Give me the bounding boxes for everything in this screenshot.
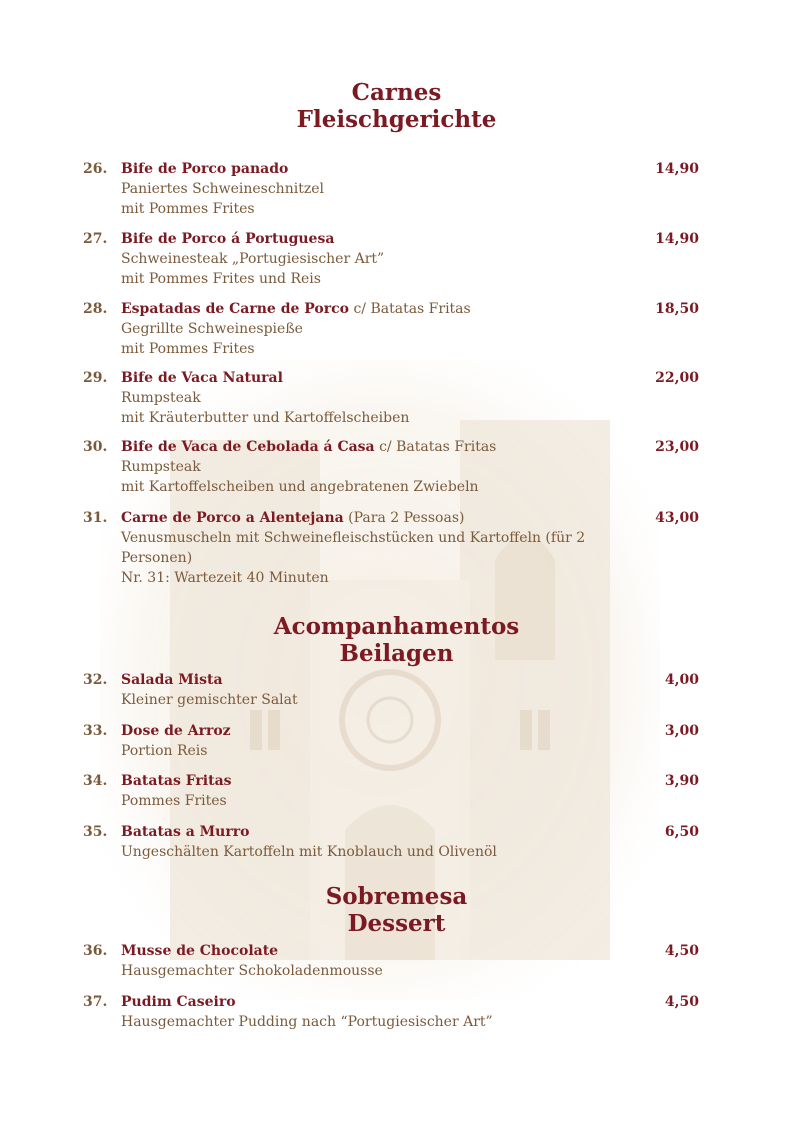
item-description: Hausgemachter Pudding nach “Portugiesischer Art” [121,1014,493,1030]
item-price: 6,50 [664,824,699,840]
item-description: mit Pommes Frites und Reis [121,271,321,287]
item-description: mit Pommes Frites [121,201,255,217]
item-description: Paniertes Schweineschnitzel [121,181,324,197]
section-title-pt: Sobremesa [325,883,468,910]
item-description: mit Pommes Frites [121,341,255,357]
section-title-de: Beilagen [339,640,454,667]
item-description: mit Kartoffelscheiben und angebratenen Zwiebeln [121,479,479,495]
item-description: Schweinesteak „Portugiesischer Art” [121,251,385,267]
item-price: 4,50 [664,994,699,1010]
item-number: 29. [83,370,108,386]
item-name: Batatas Fritas [121,773,232,789]
item-note: (Para 2 Pessoas) [343,510,465,526]
item-number: 30. [83,439,108,455]
item-number: 27. [83,231,108,247]
item-name: Batatas a Murro [121,824,250,840]
section-title-de: Fleischgerichte [296,106,497,133]
item-price: 43,00 [655,510,699,526]
item-name: Bife de Porco á Portuguesa [121,231,335,247]
item-name: Carne de Porco a Alentejana [121,510,344,526]
item-name: Bife de Vaca de Cebolada á Casa [121,439,375,455]
item-number: 31. [83,510,108,526]
item-number: 32. [83,672,108,688]
item-price: 4,50 [664,943,699,959]
item-name: Bife de Vaca Natural [121,370,283,386]
item-name: Musse de Chocolate [121,943,279,959]
item-number: 35. [83,824,108,840]
item-description: Personen) [121,550,193,566]
item-description: Hausgemachter Schokoladenmousse [121,963,383,979]
item-price: 18,50 [655,301,699,317]
item-description: Rumpsteak [121,459,201,475]
item-number: 33. [83,723,108,739]
item-price: 4,00 [664,672,699,688]
item-description: mit Kräuterbutter und Kartoffelscheiben [121,410,410,426]
item-description: Pommes Frites [121,793,227,809]
item-description: Portion Reis [121,743,208,759]
item-price: 14,90 [655,161,699,177]
section-title-pt: Acompanhamentos [273,613,520,640]
item-name: Pudim Caseiro [121,994,236,1010]
item-number: 36. [83,943,108,959]
item-note: c/ Batatas Fritas [374,439,497,455]
item-number: 34. [83,773,108,789]
item-description: Gegrillte Schweinespieße [121,321,303,337]
item-name: Espatadas de Carne de Porco [121,301,349,317]
item-number: 26. [83,161,108,177]
item-description: Nr. 31: Wartezeit 40 Minuten [121,570,329,586]
item-number: 37. [83,994,108,1010]
item-note: c/ Batatas Fritas [349,301,471,317]
item-description: Kleiner gemischter Salat [121,692,298,708]
item-description: Venusmuscheln mit Schweinefleischstücken und Kartoffeln (für 2 [121,530,586,546]
item-description: Ungeschälten Kartoffeln mit Knoblauch und Olivenöl [121,844,497,860]
item-number: 28. [83,301,108,317]
item-price: 3,90 [664,773,699,789]
item-name: Bife de Porco panado [121,161,289,177]
section-title-de: Dessert [347,910,446,937]
item-price: 14,90 [655,231,699,247]
item-description: Rumpsteak [121,390,201,406]
item-name: Salada Mista [121,672,223,688]
item-price: 22,00 [655,370,699,386]
section-title-pt: Carnes [351,79,442,106]
item-price: 23,00 [655,439,699,455]
item-price: 3,00 [664,723,699,739]
item-name: Dose de Arroz [121,723,231,739]
